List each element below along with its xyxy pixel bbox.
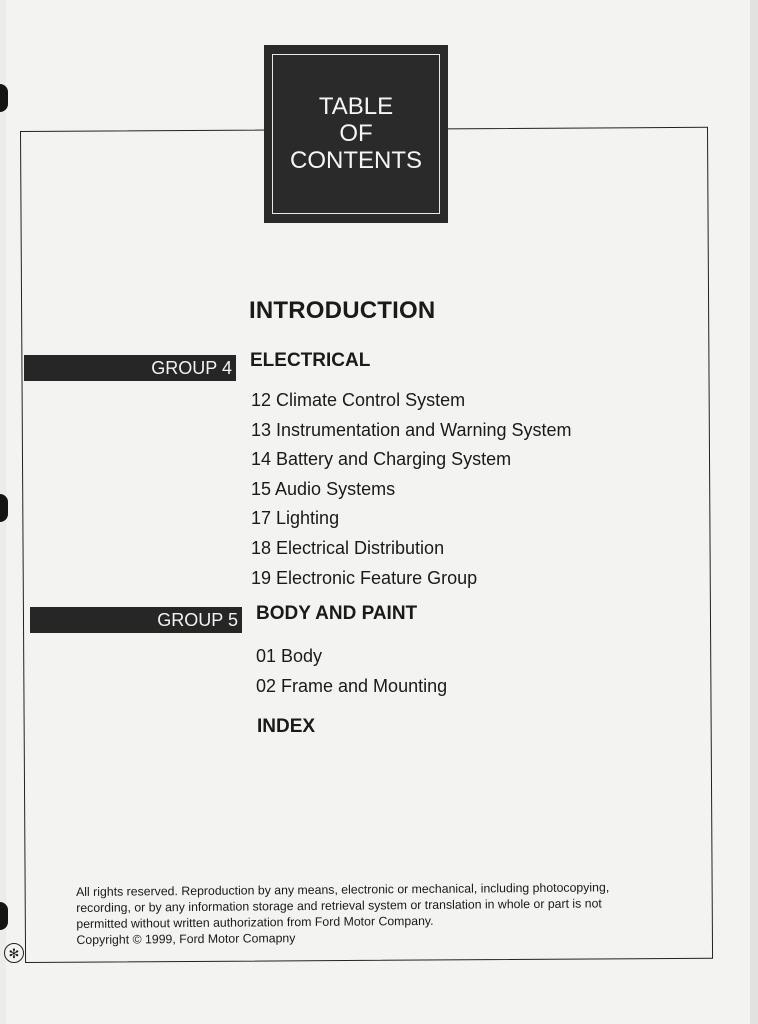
- group-5-label-bar: GROUP 5: [30, 607, 242, 633]
- binder-hole-icon: [0, 494, 8, 522]
- copyright-line: Copyright © 1999, Ford Motor Comapny: [76, 931, 296, 947]
- list-item: 01 Body: [256, 646, 323, 666]
- binder-hole-icon: [0, 84, 8, 112]
- list-item: 15 Audio Systems: [251, 478, 396, 499]
- list-item: 14 Battery and Charging System: [251, 449, 512, 470]
- group-4-items: [251, 386, 572, 593]
- recycle-seal-icon: ✻: [4, 943, 24, 963]
- list-item: 18 Electrical Distribution: [251, 537, 445, 558]
- list-item: 19 Electronic Feature Group: [251, 567, 478, 588]
- group-5-items: [256, 642, 447, 701]
- toc-title-box: [264, 45, 448, 223]
- copyright-line: recording, or by any information storage and retrieval system or translation in whole or part is not: [76, 896, 602, 915]
- binder-hole-icon: [0, 902, 8, 930]
- list-item: 12 Climate Control System: [251, 390, 466, 410]
- introduction-heading: INTRODUCTION: [249, 297, 436, 324]
- list-item: 13 Instrumentation and Warning System: [251, 419, 572, 440]
- list-item: 17 Lighting: [251, 508, 340, 529]
- list-item: 02 Frame and Mounting: [256, 675, 448, 696]
- group-4-label-bar: GROUP 4: [24, 355, 236, 381]
- index-heading: INDEX: [257, 716, 316, 737]
- group-5-title: BODY AND PAINT: [256, 603, 418, 624]
- page-edge: [750, 0, 758, 1024]
- toc-title: TABLE OF CONTENTS: [290, 93, 422, 174]
- copyright-line: permitted without written authorization from Ford Motor Company.: [76, 913, 434, 931]
- copyright-line: All rights reserved. Reproduction by any means, electronic or mechanical, including photocopying,: [76, 880, 610, 899]
- copyright-notice: [76, 879, 677, 948]
- group-4-title: ELECTRICAL: [250, 350, 371, 371]
